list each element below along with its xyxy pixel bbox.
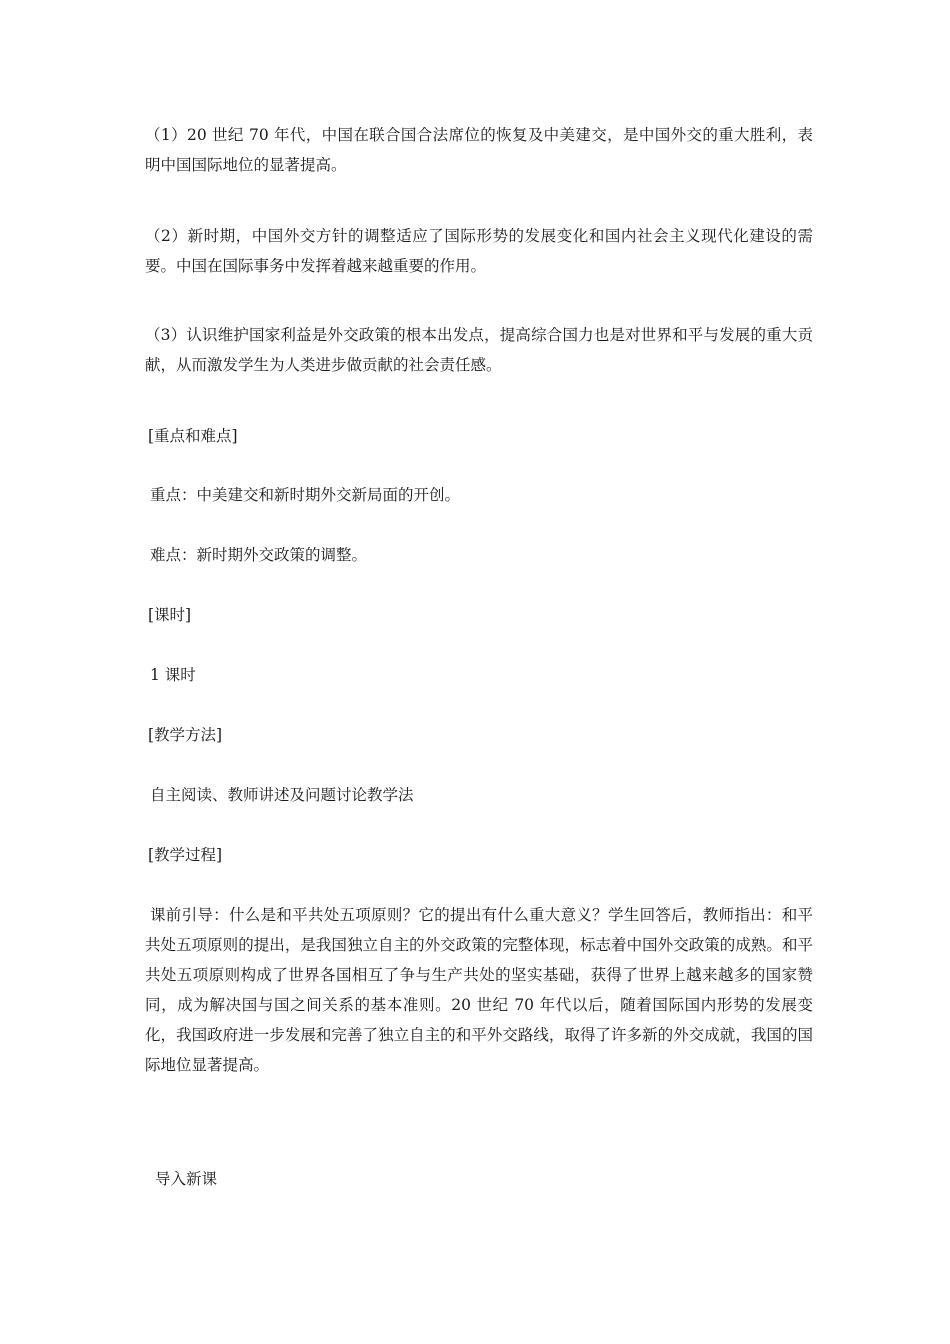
class-hours-value: 1 课时 [150, 666, 196, 684]
new-lesson-label: 导入新课 [155, 1170, 218, 1188]
focus-point: 重点：中美建交和新时期外交新局面的开创。 [150, 486, 461, 504]
process-heading: [教学过程] [148, 846, 223, 864]
key-points-heading: [重点和难点] [148, 427, 238, 445]
class-hours-heading: [课时] [148, 606, 192, 624]
method-heading: [教学方法] [148, 726, 223, 744]
difficulty-point: 难点：新时期外交政策的调整。 [150, 546, 368, 564]
goal-paragraph-3: （3）认识维护国家利益是外交政策的根本出发点，提高综合国力也是对世界和平与发展的重大贡献，从而激发学生为人类进步做贡献的社会责任感。 [145, 326, 813, 374]
method-value: 自主阅读、教师讲述及问题讨论教学法 [150, 786, 414, 804]
goal-paragraph-1: （1）20 世纪 70 年代，中国在联合国合法席位的恢复及中美建交，是中国外交的重大胜利，表明中国国际地位的显著提高。 [145, 126, 813, 174]
goal-paragraph-2: （2）新时期，中国外交方针的调整适应了国际形势的发展变化和国内社会主义现代化建设的需要。中国在国际事务中发挥着越来越重要的作用。 [145, 227, 813, 275]
process-intro-paragraph: 课前引导：什么是和平共处五项原则？它的提出有什么重大意义？学生回答后，教师指出：和平共处五项原则的提出，是我国独立自主的外交政策的完整体现，标志着中国外交政策的成熟。和平共处五项原则构成了世界各国相互了争与生产共处的坚实基础，获得了世界上越来越多的国家赞同，成为解决国与国之间关系的基本准则。20 世纪 70 年代以后，随着国际国内形势的发展变化，我国政府进一步发展和完善了独立自主的和平外交路线，取得了许多新的外交成就，我国的国际地位显著提高。 [145, 906, 813, 1074]
